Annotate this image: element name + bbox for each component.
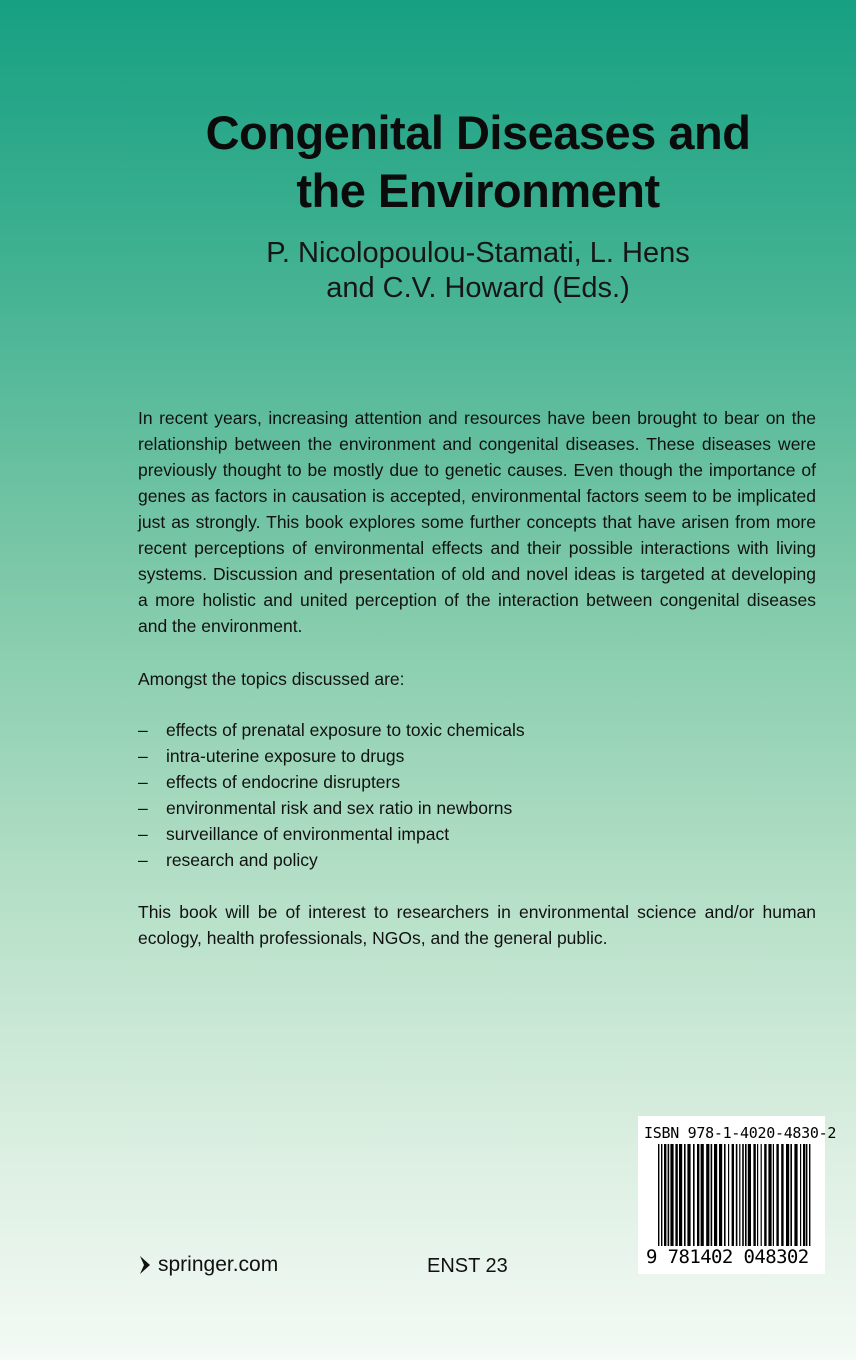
barcode-bar [711,1144,713,1248]
barcode-bar [748,1144,751,1248]
barcode-bar [753,1144,755,1248]
barcode-bar [786,1144,789,1248]
barcode-bar [776,1144,778,1248]
barcode-bar [800,1144,801,1248]
book-title [120,104,836,220]
title-line-1: Congenital Diseases and [205,106,751,159]
barcode-bar [684,1144,686,1248]
barcode-bar [687,1144,690,1248]
dash-bullet: – [138,798,148,818]
barcode-bar [658,1144,659,1258]
dash-bullet: – [138,746,148,766]
title-line-2: the Environment [296,164,660,217]
barcode-bar [675,1144,677,1248]
isbn-label: ISBN 978-1-4020-4830-2 [644,1124,837,1142]
barcode-bar [764,1144,766,1248]
dash-bullet: – [138,824,148,844]
barcode-bar [773,1144,774,1248]
topic-text: effects of endocrine disrupters [166,772,401,792]
barcode-bar [809,1144,810,1258]
barcode-bar [739,1144,740,1248]
topics-intro: Amongst the topics discussed are: [138,669,405,689]
barcode-bar [790,1144,792,1248]
barcode-bar [742,1144,744,1248]
barcode-bar [670,1144,673,1248]
barcode-bar [736,1144,738,1258]
barcode-bar [719,1144,722,1248]
barcode-bar [781,1144,783,1248]
dash-bullet: – [138,850,148,870]
list-item [138,821,525,847]
barcode-bar [693,1144,695,1248]
chevron-right-icon [138,1255,152,1275]
barcode-bar [768,1144,771,1248]
topic-text: research and policy [166,850,318,870]
list-item [138,795,525,821]
topic-text: surveillance of environmental impact [166,824,450,844]
dash-bullet: – [138,772,148,792]
topic-text: environmental risk and sex ratio in newborns [166,798,513,818]
barcode-bar [668,1144,670,1248]
topics-list [138,717,525,873]
dash-bullet: – [138,720,148,740]
topic-text: effects of prenatal exposure to toxic chemicals [166,720,525,740]
list-item [138,717,525,743]
barcode-bar [664,1144,666,1248]
barcode-bar [806,1144,807,1258]
closing-paragraph: This book will be of interest to researchers in environmental science and/or human ecology, health professionals, NGOs, and the general public. [138,902,816,948]
barcode-bar [661,1144,662,1258]
barcode-bar [732,1144,734,1248]
barcode-bar [714,1144,717,1248]
barcode-bar [679,1144,682,1248]
list-item [138,743,525,769]
barcode-bar [761,1144,762,1248]
list-item [138,847,525,873]
editors [120,236,836,306]
isbn-barcode [638,1116,837,1274]
barcode-bar [701,1144,704,1248]
topic-text: intra-uterine exposure to drugs [166,746,405,766]
publisher-site [138,1253,278,1277]
barcode-digits: 9 781402 048302 [646,1246,809,1268]
barcode-bar [794,1144,797,1248]
barcode-bar [706,1144,709,1248]
series-code: ENST 23 [427,1255,508,1277]
barcode-bar [697,1144,699,1248]
barcode-bar [724,1144,726,1248]
barcode-bar [757,1144,758,1248]
site-url: springer.com [158,1253,279,1276]
editors-line-1: P. Nicolopoulou-Stamati, L. Hens [266,237,690,269]
barcode-bar [803,1144,805,1248]
editors-line-2: and C.V. Howard (Eds.) [326,272,630,304]
barcode-bar [745,1144,747,1248]
list-item [138,769,525,795]
barcode-bar [728,1144,729,1248]
description-paragraph: In recent years, increasing attention and resources have been brought to bear on the relationship between the environment and congenital diseases. These diseases were previously thought to be mostly due to genetic causes. Even though the importance of genes as factors in causation is accepted, environmental factors seem to be implicated just as strongly. This book explores some further concepts that have arisen from more recent perceptions of environmental effects and their possible interactions with living systems. Discussion and presentation of old and novel ideas is targeted at developing a more holistic and united perception of the interaction between congenital diseases and the environment. [138,408,816,636]
